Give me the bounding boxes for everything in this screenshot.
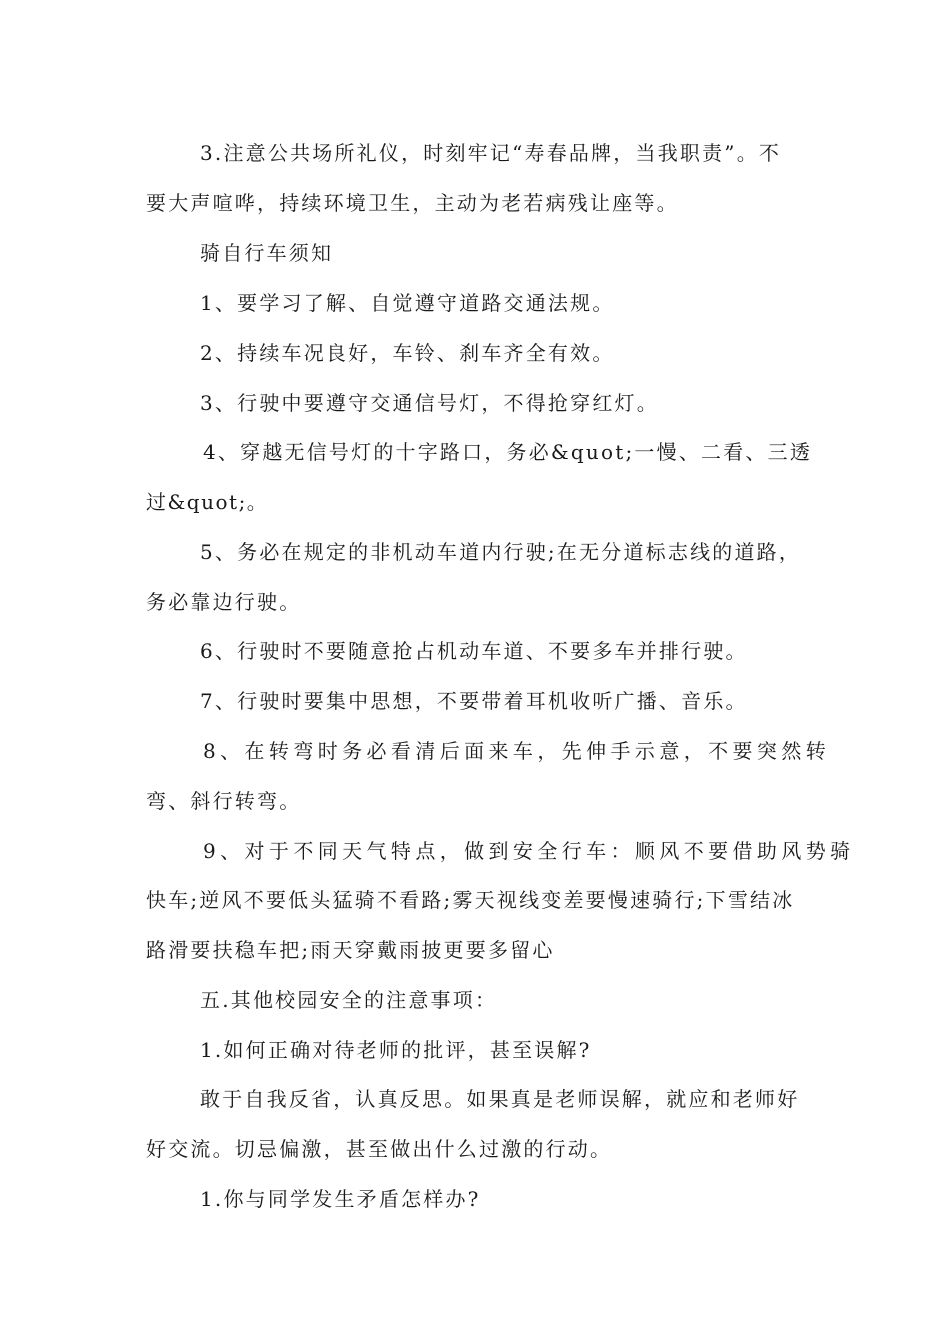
text-line: 3.注意公共场所礼仪，时刻牢记“寿春品牌，当我职责”。不 [200,141,782,165]
text-line: 8、在转弯时务必看清后面来车，先伸手示意，不要突然转 [203,739,831,763]
section-heading: 五.其他校园安全的注意事项： [200,988,498,1012]
text-line: 2、持续车况良好，车铃、刹车齐全有效。 [200,341,615,365]
text-line: 7、行驶时要集中思想，不要带着耳机收听广播、音乐。 [200,689,748,713]
text-line: 9、对于不同天气特点，做到安全行车：顺风不要借助风势骑 [203,839,855,863]
text-line: 快车;逆风不要低头猛骑不看路;雾天视线变差要慢速骑行;下雪结冰 [146,888,795,912]
text-line: 好交流。切忌偏激，甚至做出什么过激的行动。 [146,1137,613,1161]
text-line: 过&quot;。 [146,490,269,514]
question-heading: 1.你与同学发生矛盾怎样办? [200,1187,481,1211]
text-line: 5、务必在规定的非机动车道内行驶;在无分道标志线的道路， [200,540,802,564]
text-line: 4、穿越无信号灯的十字路口，务必&quot;一慢、二看、三透 [203,440,813,464]
text-line: 敢于自我反省，认真反思。如果真是老师误解，就应和老师好 [200,1087,800,1111]
text-line: 3、行驶中要遵守交通信号灯，不得抢穿红灯。 [200,391,659,415]
text-line: 弯、斜行转弯。 [146,789,302,813]
question-heading: 1.如何正确对待老师的批评，甚至误解? [200,1038,592,1062]
text-line: 要大声喧哗，持续环境卫生，主动为老若病残让座等。 [146,191,679,215]
text-line: 务必靠边行驶。 [146,590,302,614]
text-line: 6、行驶时不要随意抢占机动车道、不要多车并排行驶。 [200,639,748,663]
text-line: 路滑要扶稳车把;雨天穿戴雨披更要多留心 [146,938,555,962]
section-heading: 骑自行车须知 [200,241,334,265]
text-line: 1、要学习了解、自觉遵守道路交通法规。 [200,291,615,315]
